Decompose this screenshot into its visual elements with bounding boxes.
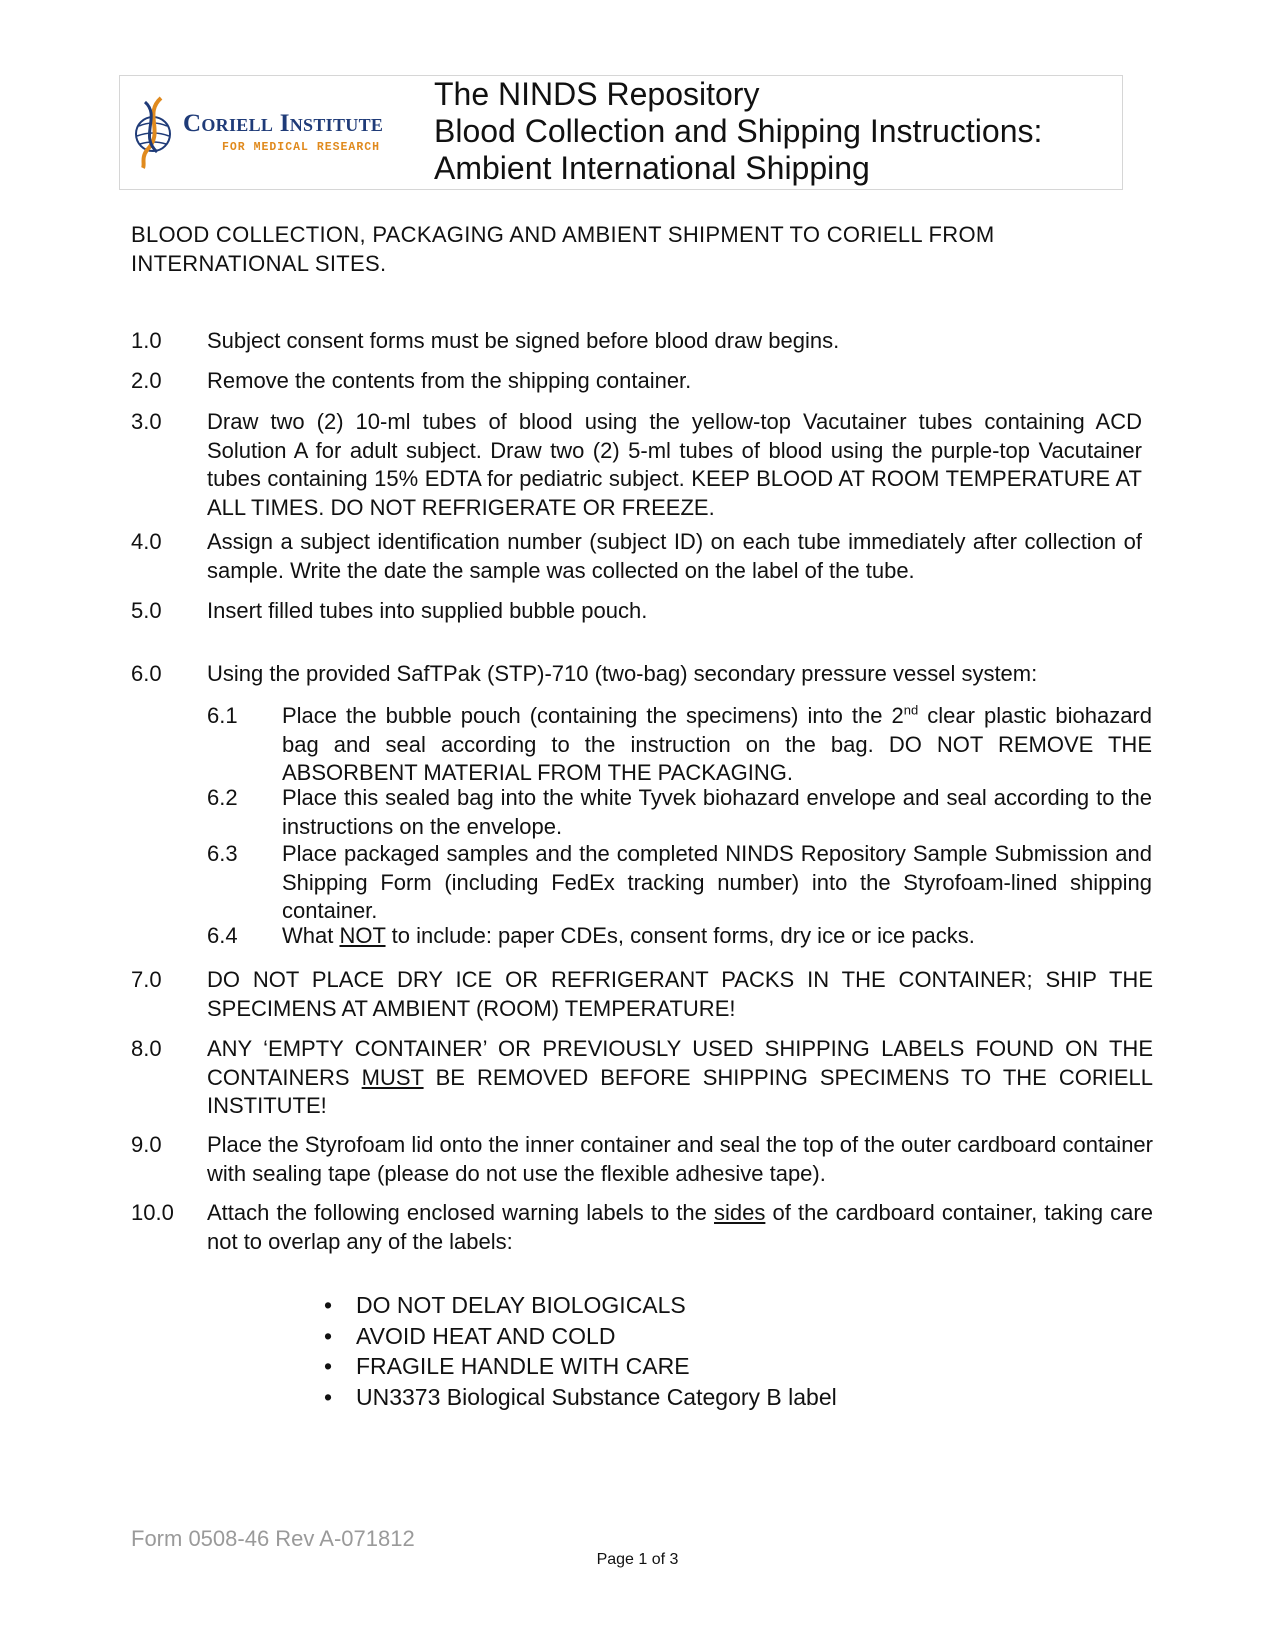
- step-text-part: ANY ‘EMPTY CONTAINER’ OR PREVIOUSLY USED SHIPPING LABELS FOUND ON THE CONTAINERS: [207, 1036, 1153, 1090]
- step-text: Place the Styrofoam lid onto the inner container and seal the top of the outer cardboard container with sealing tape (please do not use the flexible adhesive tape).: [207, 1132, 1153, 1186]
- step-text: [207, 408, 1142, 522]
- step-number: 1.0: [131, 328, 162, 353]
- list-item: • AVOID HEAT AND COLD: [320, 1321, 837, 1352]
- substep-text-part: Place the bubble pouch (containing the specimens) into the 2: [282, 703, 904, 728]
- step-text: Insert filled tubes into supplied bubble pouch.: [207, 598, 648, 623]
- underlined-word: NOT: [339, 923, 386, 948]
- step-text-part: BE REMOVED BEFORE SHIPPING SPECIMENS TO THE CORIELL INSTITUTE!: [207, 1064, 1153, 1118]
- step-number: 5.0: [131, 598, 162, 623]
- substep-number: 6.2: [207, 785, 238, 810]
- page-number: Page 1 of 3: [596, 1551, 679, 1568]
- step-text: Using the provided SafTPak (STP)-710 (two-bag) secondary pressure vessel system:: [207, 661, 1038, 686]
- substep-emphasis: DO NOT REMOVE THE ABSORBENT MATERIAL FROM THE PACKAGING.: [282, 731, 1152, 785]
- list-item: • UN3373 Biological Substance Category B label: [320, 1382, 837, 1413]
- underlined-word: sides: [714, 1200, 766, 1225]
- substep-text: Place packaged samples and the completed NINDS Repository Sample Submission and Shipping Form (including FedEx tracking number) into the Styrofoam-lined shipping container.: [282, 841, 1152, 923]
- substep-number: 6.3: [207, 841, 238, 866]
- substep-text-part: What: [282, 923, 334, 948]
- substep-text-part: to include: paper CDEs, consent forms, dry ice or ice packs.: [391, 923, 975, 948]
- step-text: [207, 1035, 1153, 1121]
- logo-subtitle: FOR MEDICAL RESEARCH: [222, 141, 381, 154]
- step-text: Subject consent forms must be signed before blood draw begins.: [207, 328, 840, 353]
- step-number: 7.0: [131, 967, 162, 992]
- step-emphasis: KEEP BLOOD AT ROOM TEMPERATURE AT ALL TIMES. DO NOT REFRIGERATE OR FREEZE.: [207, 466, 1142, 520]
- logo-name: Coriell Institute: [183, 110, 384, 137]
- step-body: Draw two (2) 10-ml tubes of blood using the yellow-top Vacutainer tubes containing ACD Solution A for adult subject. Draw two (2) 5-ml tubes of blood using the purple-top Vacutainer tubes containing 15% EDTA for pediatric subject.: [207, 409, 1142, 491]
- title-line-2: Blood Collection and Shipping Instructions:: [434, 113, 1043, 149]
- step-number: 6.0: [131, 661, 162, 686]
- step-text: [207, 1199, 1153, 1256]
- step-number: 2.0: [131, 368, 162, 393]
- list-item: • FRAGILE HANDLE WITH CARE: [320, 1351, 837, 1382]
- substep-text-part: clear plastic biohazard bag and seal according to the instruction on the bag.: [282, 703, 1152, 757]
- title-line-1: The NINDS Repository: [434, 76, 760, 112]
- step-number: 4.0: [131, 529, 162, 554]
- step-number: 8.0: [131, 1036, 162, 1061]
- underlined-word: MUST: [361, 1064, 424, 1090]
- substep-number: 6.1: [207, 703, 238, 728]
- helix-globe-icon: [136, 98, 170, 168]
- title-line-3: Ambient International Shipping: [434, 150, 870, 186]
- list-item: • DO NOT DELAY BIOLOGICALS: [320, 1290, 837, 1321]
- document-title: [434, 76, 1042, 187]
- step-text: Assign a subject identification number (subject ID) on each tube immediately after collection of sample. Write the date the sample was collected on the label of the tube.: [207, 529, 1142, 583]
- substep-text: [282, 922, 1152, 951]
- substep-text: [282, 702, 1152, 788]
- substep-number: 6.4: [207, 923, 238, 948]
- warning-labels-list: [320, 1290, 837, 1412]
- step-text: Remove the contents from the shipping container.: [207, 368, 692, 393]
- form-number: Form 0508-46 Rev A-071812: [131, 1526, 415, 1551]
- step-number: 9.0: [131, 1132, 162, 1157]
- step-text-part: of the cardboard container, taking care not to overlap any of the labels:: [207, 1200, 1153, 1254]
- step-text-part: Attach the following enclosed warning labels to the: [207, 1200, 707, 1225]
- step-number: 10.0: [131, 1200, 174, 1225]
- step-text: DO NOT PLACE DRY ICE OR REFRIGERANT PACKS IN THE CONTAINER; SHIP THE SPECIMENS AT AMBIENT (ROOM) TEMPERATURE!: [207, 967, 1153, 1021]
- section-heading: BLOOD COLLECTION, PACKAGING AND AMBIENT SHIPMENT TO CORIELL FROM INTERNATIONAL SITES.: [131, 222, 995, 276]
- substep-text: Place this sealed bag into the white Tyvek biohazard envelope and seal according to the instructions on the envelope.: [282, 785, 1152, 839]
- step-number: 3.0: [131, 409, 162, 434]
- superscript: nd: [903, 702, 919, 718]
